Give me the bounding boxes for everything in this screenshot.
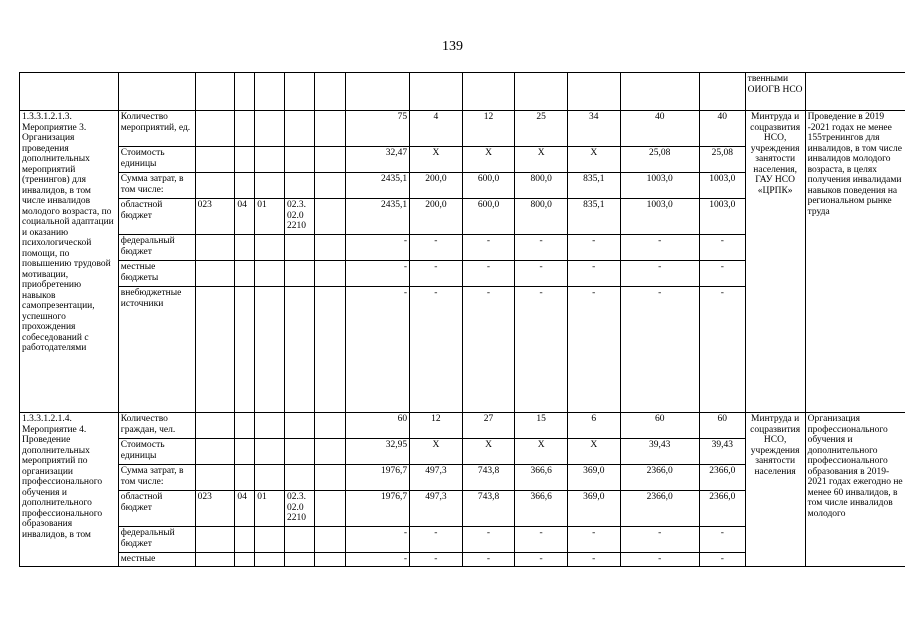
table-row — [20, 73, 905, 111]
cell — [699, 73, 745, 111]
grbs-cell — [195, 527, 235, 553]
value-cell: - — [515, 287, 568, 413]
value-cell: 743,8 — [462, 465, 515, 491]
csr-cell — [285, 527, 315, 553]
rz-cell — [235, 111, 255, 147]
rz-cell — [235, 439, 255, 465]
row-label: местные — [118, 553, 195, 567]
result-cell: Организация профессионального обучения и дополнительного профессионального образования в 2019-2021 годах ежегодно не менее 60 инвалидов, в том числе инвалидов молодого — [805, 413, 905, 567]
rz-cell — [235, 527, 255, 553]
value-cell: 1003,0 — [620, 199, 699, 235]
row-label: федеральный бюджет — [118, 235, 195, 261]
vr-cell — [314, 261, 345, 287]
value-cell: 2366,0 — [699, 465, 745, 491]
pr-cell — [255, 553, 285, 567]
value-cell: - — [620, 527, 699, 553]
value-cell: 6 — [567, 413, 620, 439]
value-cell: 366,6 — [515, 491, 568, 527]
row-label: областной бюджет — [118, 199, 195, 235]
table-row — [20, 111, 905, 147]
value-cell: - — [410, 527, 463, 553]
rz-cell: 04 — [235, 199, 255, 235]
value-cell: 60 — [345, 413, 410, 439]
value-cell: - — [462, 553, 515, 567]
measure-title-cell: 1.3.3.1.2.1.3. Мероприятие 3. Организация проведения дополнительных мероприятий (тренингов) для инвалидов, в том числе инвалидов молодого возраста, по социальной адаптации и оказанию психологической помощи, по повышению трудовой мотивации, приобретению навыков самопрезентации, успешного прохождения собеседований с работодателями — [20, 111, 119, 413]
rz-cell — [235, 147, 255, 173]
rz-cell — [235, 173, 255, 199]
cell — [462, 73, 515, 111]
pr-cell: 01 — [255, 199, 285, 235]
value-cell: 15 — [515, 413, 568, 439]
cell — [515, 73, 568, 111]
cell — [805, 73, 905, 111]
value-cell: - — [567, 261, 620, 287]
cell — [235, 73, 255, 111]
grbs-cell: 023 — [195, 199, 235, 235]
value-cell: - — [462, 527, 515, 553]
row-label: внебюджетные источники — [118, 287, 195, 413]
rz-cell: 04 — [235, 491, 255, 527]
grbs-cell — [195, 465, 235, 491]
value-cell: 2366,0 — [699, 491, 745, 527]
value-cell: 200,0 — [410, 199, 463, 235]
value-cell: - — [567, 553, 620, 567]
page-number: 139 — [442, 39, 463, 54]
pr-cell — [255, 527, 285, 553]
value-cell: 200,0 — [410, 173, 463, 199]
value-cell: - — [620, 261, 699, 287]
grbs-cell — [195, 147, 235, 173]
value-cell: Х — [567, 147, 620, 173]
pr-cell — [255, 147, 285, 173]
grbs-cell — [195, 413, 235, 439]
value-cell: 800,0 — [515, 173, 568, 199]
pr-cell — [255, 413, 285, 439]
grbs-cell — [195, 287, 235, 413]
grbs-cell: 023 — [195, 491, 235, 527]
value-cell: 743,8 — [462, 491, 515, 527]
value-cell: - — [699, 527, 745, 553]
value-cell: 34 — [567, 111, 620, 147]
value-cell: - — [410, 261, 463, 287]
cell — [285, 73, 315, 111]
cell — [567, 73, 620, 111]
pr-cell — [255, 465, 285, 491]
value-cell: 32,95 — [345, 439, 410, 465]
value-cell: - — [462, 261, 515, 287]
value-cell: 1003,0 — [699, 199, 745, 235]
value-cell: 1976,7 — [345, 465, 410, 491]
csr-cell — [285, 147, 315, 173]
vr-cell — [314, 287, 345, 413]
vr-cell — [314, 553, 345, 567]
csr-cell — [285, 173, 315, 199]
cell — [255, 73, 285, 111]
value-cell: 600,0 — [462, 199, 515, 235]
rz-cell — [235, 235, 255, 261]
vr-cell — [314, 111, 345, 147]
value-cell: - — [699, 261, 745, 287]
csr-cell — [285, 235, 315, 261]
value-cell: 497,3 — [410, 491, 463, 527]
value-cell: - — [699, 235, 745, 261]
value-cell: - — [462, 287, 515, 413]
pr-cell — [255, 235, 285, 261]
value-cell: 60 — [699, 413, 745, 439]
value-cell: - — [410, 287, 463, 413]
grbs-cell — [195, 235, 235, 261]
value-cell: 60 — [620, 413, 699, 439]
value-cell: 40 — [699, 111, 745, 147]
result-cell: Проведение в 2019 -2021 годах не менее 155тренингов для инвалидов, в том числе инвалидов молодого возраста, в целях получения инвалидами навыков поведения на региональном рынке труда — [805, 111, 905, 413]
value-cell: 369,0 — [567, 465, 620, 491]
table-row — [20, 413, 905, 439]
value-cell: - — [345, 553, 410, 567]
value-cell: Х — [515, 147, 568, 173]
value-cell: - — [567, 527, 620, 553]
value-cell: - — [462, 235, 515, 261]
row-label: Стоимость единицы — [118, 439, 195, 465]
value-cell: 12 — [410, 413, 463, 439]
value-cell: - — [699, 553, 745, 567]
value-cell: 835,1 — [567, 173, 620, 199]
row-label: Сумма затрат, в том числе: — [118, 465, 195, 491]
value-cell: 2366,0 — [620, 491, 699, 527]
value-cell: 32,47 — [345, 147, 410, 173]
cell — [118, 73, 195, 111]
pr-cell — [255, 261, 285, 287]
value-cell: 2366,0 — [620, 465, 699, 491]
value-cell: Х — [410, 439, 463, 465]
value-cell: 25,08 — [620, 147, 699, 173]
table-body — [20, 73, 905, 567]
rz-cell — [235, 261, 255, 287]
value-cell: 4 — [410, 111, 463, 147]
vr-cell — [314, 413, 345, 439]
vr-cell — [314, 235, 345, 261]
rz-cell — [235, 465, 255, 491]
grbs-cell — [195, 173, 235, 199]
value-cell: 600,0 — [462, 173, 515, 199]
csr-cell — [285, 465, 315, 491]
value-cell: 2435,1 — [345, 173, 410, 199]
csr-cell: 02.3. 02.0 2210 — [285, 491, 315, 527]
vr-cell — [314, 527, 345, 553]
value-cell: - — [345, 287, 410, 413]
pr-cell — [255, 173, 285, 199]
cell — [345, 73, 410, 111]
csr-cell — [285, 111, 315, 147]
value-cell: Х — [567, 439, 620, 465]
value-cell: - — [410, 553, 463, 567]
value-cell: 75 — [345, 111, 410, 147]
value-cell: - — [515, 527, 568, 553]
vr-cell — [314, 173, 345, 199]
vr-cell — [314, 147, 345, 173]
value-cell: 800,0 — [515, 199, 568, 235]
value-cell: 369,0 — [567, 491, 620, 527]
row-label: Стоимость единицы — [118, 147, 195, 173]
value-cell: - — [567, 235, 620, 261]
csr-cell — [285, 261, 315, 287]
pr-cell — [255, 287, 285, 413]
budget-table — [19, 72, 905, 567]
csr-cell — [285, 413, 315, 439]
value-cell: - — [345, 527, 410, 553]
value-cell: 366,6 — [515, 465, 568, 491]
measure-title-cell: 1.3.3.1.2.1.4. Мероприятие 4. Проведение дополнительных мероприятий по организации профессионального обучения и дополнительного профессионального образования инвалидов, в том — [20, 413, 119, 567]
csr-cell: 02.3. 02.0 2210 — [285, 199, 315, 235]
value-cell: 1003,0 — [620, 173, 699, 199]
row-label: Количество мероприятий, ед. — [118, 111, 195, 147]
value-cell: - — [620, 287, 699, 413]
value-cell: 39,43 — [620, 439, 699, 465]
row-label: областной бюджет — [118, 491, 195, 527]
value-cell: 835,1 — [567, 199, 620, 235]
executor-cell: Минтруда и соцразвития НСО, учреждения занятости населения, ГАУ НСО «ЦРПК» — [745, 111, 805, 413]
row-label: местные бюджеты — [118, 261, 195, 287]
value-cell: - — [345, 235, 410, 261]
cell — [314, 73, 345, 111]
rz-cell — [235, 553, 255, 567]
executor-cell: твенными ОИОГВ НСО — [745, 73, 805, 111]
cell — [195, 73, 235, 111]
pr-cell — [255, 439, 285, 465]
value-cell: 40 — [620, 111, 699, 147]
row-label: федеральный бюджет — [118, 527, 195, 553]
cell — [620, 73, 699, 111]
cell — [410, 73, 463, 111]
value-cell: Х — [462, 439, 515, 465]
value-cell: Х — [410, 147, 463, 173]
value-cell: 1976,7 — [345, 491, 410, 527]
cell — [20, 73, 119, 111]
value-cell: - — [515, 235, 568, 261]
csr-cell — [285, 439, 315, 465]
value-cell: Х — [462, 147, 515, 173]
value-cell: - — [515, 261, 568, 287]
vr-cell — [314, 465, 345, 491]
grbs-cell — [195, 553, 235, 567]
rz-cell — [235, 287, 255, 413]
pr-cell: 01 — [255, 491, 285, 527]
value-cell: 25,08 — [699, 147, 745, 173]
row-label: Сумма затрат, в том числе: — [118, 173, 195, 199]
executor-cell: Минтруда и соцразвития НСО, учреждения занятости населения — [745, 413, 805, 567]
value-cell: Х — [515, 439, 568, 465]
grbs-cell — [195, 439, 235, 465]
grbs-cell — [195, 111, 235, 147]
value-cell: 39,43 — [699, 439, 745, 465]
grbs-cell — [195, 261, 235, 287]
value-cell: - — [345, 261, 410, 287]
value-cell: - — [620, 235, 699, 261]
csr-cell — [285, 553, 315, 567]
pr-cell — [255, 111, 285, 147]
value-cell: - — [620, 553, 699, 567]
value-cell: 25 — [515, 111, 568, 147]
vr-cell — [314, 439, 345, 465]
vr-cell — [314, 491, 345, 527]
value-cell: - — [410, 235, 463, 261]
value-cell: - — [699, 287, 745, 413]
value-cell: 497,3 — [410, 465, 463, 491]
value-cell: 12 — [462, 111, 515, 147]
vr-cell — [314, 199, 345, 235]
csr-cell — [285, 287, 315, 413]
value-cell: 1003,0 — [699, 173, 745, 199]
value-cell: 27 — [462, 413, 515, 439]
value-cell: - — [515, 553, 568, 567]
row-label: Количество граждан, чел. — [118, 413, 195, 439]
value-cell: - — [567, 287, 620, 413]
value-cell: 2435,1 — [345, 199, 410, 235]
rz-cell — [235, 413, 255, 439]
